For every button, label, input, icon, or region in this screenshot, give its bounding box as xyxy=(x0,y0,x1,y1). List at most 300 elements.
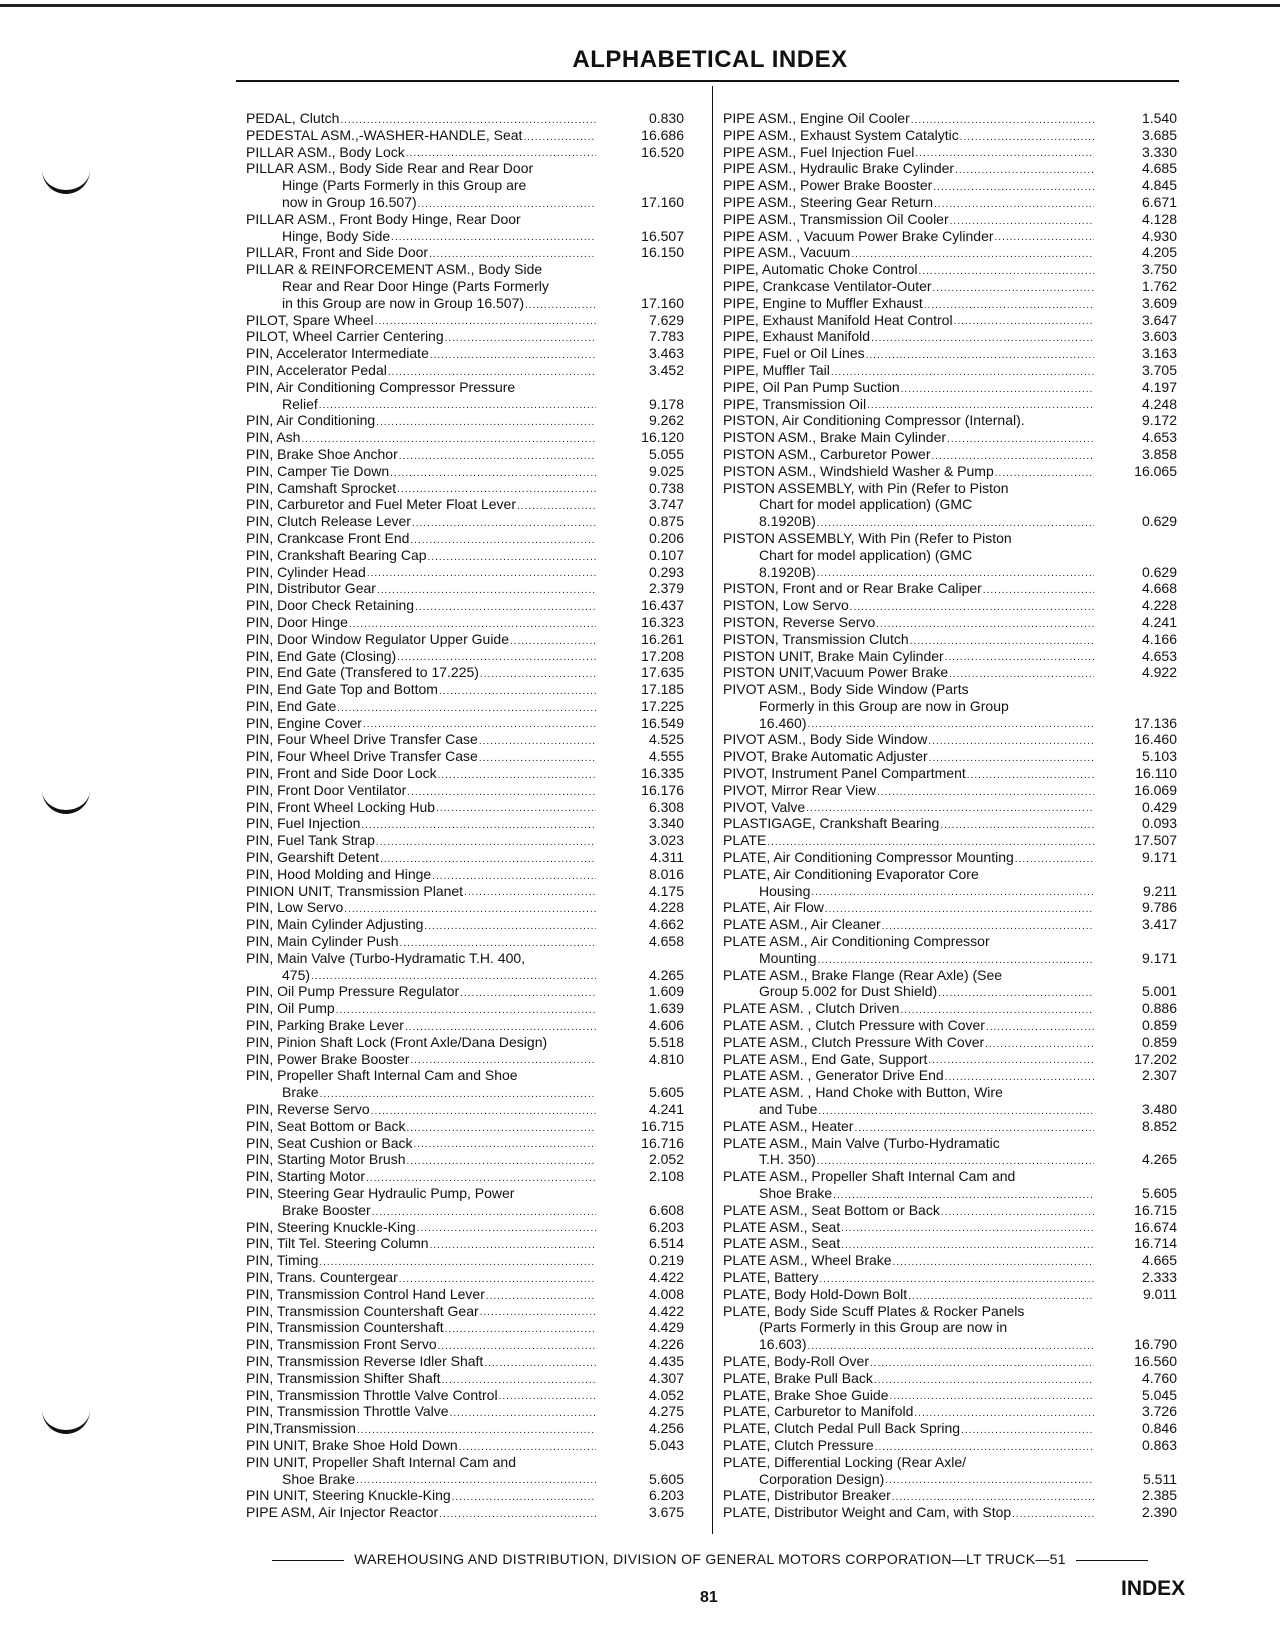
dot-leader xyxy=(452,1492,596,1504)
dot-leader xyxy=(438,1341,596,1353)
dot-leader xyxy=(875,1442,1094,1454)
entry-group-number: 4.653 xyxy=(1141,429,1177,446)
entry-description: PLATE, Body Hold-Down Bolt xyxy=(723,1285,908,1302)
entry-group-number: 0.846 xyxy=(1141,1420,1177,1437)
entry-group-number: 4.668 xyxy=(1141,580,1177,597)
index-entry xyxy=(723,597,1177,614)
dot-leader xyxy=(817,1156,1094,1168)
entry-description: PIVOT, Mirror Rear View xyxy=(723,781,876,798)
dot-leader xyxy=(445,333,596,345)
entry-description: PIN, End Gate (Transfered to 17.225) xyxy=(246,664,479,681)
entry-group-number: 5.103 xyxy=(1141,748,1177,765)
entry-description: PIVOT, Valve xyxy=(723,798,806,815)
index-entry xyxy=(723,933,1177,950)
entry-group-number: 4.435 xyxy=(648,1352,684,1369)
dot-leader xyxy=(874,1375,1094,1387)
dot-leader xyxy=(900,1005,1094,1017)
dot-leader xyxy=(940,820,1094,832)
entry-description: PIPE ASM., Transmission Oil Cooler xyxy=(723,210,949,227)
entry-description: PIN, Front Door Ventilator xyxy=(246,781,407,798)
entry-description: PLATE ASM. , Hand Choke with Button, Wire xyxy=(723,1084,1003,1101)
index-entry xyxy=(246,362,684,379)
index-entry xyxy=(723,1135,1177,1152)
footer-rule-right xyxy=(1076,1560,1148,1561)
index-entry xyxy=(723,564,1177,581)
entry-description: PLATE, Distributor Breaker xyxy=(723,1487,891,1504)
entry-group-number: 0.219 xyxy=(648,1252,684,1269)
index-entry xyxy=(723,379,1177,396)
index-entry xyxy=(723,211,1177,228)
index-entry xyxy=(246,815,684,832)
entry-description: PLATE, Clutch Pedal Pull Back Spring xyxy=(723,1420,961,1437)
entry-description: PIPE ASM., Vacuum xyxy=(723,244,851,261)
entry-group-number: 0.206 xyxy=(648,529,684,546)
index-entry xyxy=(246,412,684,429)
entry-description: PLATE ASM., Brake Flange (Rear Axle) (See xyxy=(723,966,1003,983)
binder-hole-mark xyxy=(42,788,90,814)
entry-description: PIN, Clutch Release Lever xyxy=(246,513,411,530)
dot-leader xyxy=(432,871,596,883)
entry-group-number: 16.335 xyxy=(641,765,684,782)
entry-description: PIN, Main Cylinder Push xyxy=(246,933,399,950)
dot-leader xyxy=(933,283,1094,295)
entry-description: Rear and Rear Door Hinge (Parts Formerly xyxy=(282,277,549,294)
index-entry xyxy=(246,1219,684,1236)
dot-leader xyxy=(407,1156,596,1168)
index-entry xyxy=(246,950,684,967)
entry-group-number: 5.511 xyxy=(1143,1470,1177,1487)
dot-leader xyxy=(910,636,1094,648)
index-entry xyxy=(723,832,1177,849)
entry-group-number: 4.256 xyxy=(648,1420,684,1437)
dot-leader xyxy=(525,300,596,312)
entry-description: PIPE, Fuel or Oil Lines xyxy=(723,345,865,362)
entry-description: PISTON UNIT,Vacuum Power Brake xyxy=(723,664,949,681)
dot-leader xyxy=(890,1391,1095,1403)
entry-description: PIN, Engine Cover xyxy=(246,714,362,731)
entry-description: PIN, Transmission Shifter Shaft xyxy=(246,1369,441,1386)
dot-leader xyxy=(985,1039,1094,1051)
dot-leader xyxy=(407,787,596,799)
dot-leader xyxy=(950,216,1094,228)
entry-group-number: 0.629 xyxy=(1141,513,1177,530)
entry-description: Hinge (Parts Formerly in this Group are xyxy=(282,177,527,194)
dot-leader xyxy=(445,1324,596,1336)
entry-description: PILOT, Spare Wheel xyxy=(246,311,374,328)
page-number: 81 xyxy=(700,1589,718,1606)
entry-group-number: 0.429 xyxy=(1141,798,1177,815)
index-entry xyxy=(723,547,1177,564)
index-entry xyxy=(246,295,684,312)
entry-description: PIPE, Muffler Tail xyxy=(723,361,830,378)
index-entry xyxy=(723,1403,1177,1420)
entry-group-number: 4.665 xyxy=(1141,1252,1177,1269)
dot-leader xyxy=(438,770,596,782)
entry-group-number: 1.639 xyxy=(648,1000,684,1017)
entry-group-number: 4.311 xyxy=(650,849,684,866)
entry-description: PLATE ASM., Propeller Shaft Internal Cam and xyxy=(723,1168,1016,1185)
entry-description: PLATE ASM., Seat Bottom or Back xyxy=(723,1201,940,1218)
index-entry xyxy=(246,1403,684,1420)
dot-leader xyxy=(995,468,1094,480)
index-entry xyxy=(723,127,1177,144)
index-entry xyxy=(246,1151,684,1168)
entry-group-number: 4.241 xyxy=(648,1101,684,1118)
entry-description: PIN, Accelerator Pedal xyxy=(246,361,387,378)
dot-leader xyxy=(850,602,1094,614)
entry-group-number: 4.052 xyxy=(648,1386,684,1403)
entry-group-number: 17.635 xyxy=(641,664,684,681)
entry-description: PISTON ASSEMBLY, with Pin (Refer to Piston xyxy=(723,479,1009,496)
index-column-left xyxy=(246,110,684,1521)
entry-group-number: 1.762 xyxy=(1141,277,1177,294)
index-entry xyxy=(723,765,1177,782)
entry-description: PLATE ASM. , Clutch Pressure with Cover xyxy=(723,1017,985,1034)
index-entry xyxy=(723,1168,1177,1185)
dot-leader xyxy=(915,148,1094,160)
index-entry xyxy=(246,799,684,816)
dot-leader xyxy=(479,736,596,748)
index-entry xyxy=(723,916,1177,933)
binder-hole-mark xyxy=(42,168,90,194)
entry-description: PIVOT ASM., Body Side Window (Parts xyxy=(723,681,969,698)
entry-group-number: 2.108 xyxy=(648,1168,684,1185)
index-entry xyxy=(246,312,684,329)
index-entry xyxy=(246,160,684,177)
entry-group-number: 0.093 xyxy=(1141,815,1177,832)
index-entry xyxy=(246,261,684,278)
dot-leader xyxy=(911,115,1094,127)
entry-description: PIPE, Exhaust Manifold Heat Control xyxy=(723,311,953,328)
index-entry xyxy=(246,967,684,984)
title-underline xyxy=(236,80,1179,82)
dot-leader xyxy=(767,837,1094,849)
entry-group-number: 4.307 xyxy=(648,1369,684,1386)
entry-group-number: 16.150 xyxy=(641,244,684,261)
entry-group-number: 6.308 xyxy=(648,798,684,815)
entry-description: PIN, Seat Cushion or Back xyxy=(246,1134,413,1151)
index-entry xyxy=(723,748,1177,765)
entry-group-number: 3.463 xyxy=(648,345,684,362)
entry-description: PIN, Four Wheel Drive Transfer Case xyxy=(246,748,478,765)
index-entry xyxy=(723,496,1177,513)
entry-group-number: 3.452 xyxy=(648,361,684,378)
entry-group-number: 4.760 xyxy=(1141,1369,1177,1386)
dot-leader xyxy=(499,1391,596,1403)
entry-description: PIN, Fuel Injection xyxy=(246,815,361,832)
index-entry xyxy=(246,429,684,446)
entry-group-number: 2.385 xyxy=(1141,1487,1177,1504)
index-entry xyxy=(723,664,1177,681)
index-entry xyxy=(246,1118,684,1135)
entry-group-number: 5.518 xyxy=(648,1033,684,1050)
entry-group-number: 4.429 xyxy=(648,1319,684,1336)
index-entry xyxy=(246,1370,684,1387)
entry-group-number: 17.507 xyxy=(1134,832,1177,849)
entry-group-number: 17.225 xyxy=(641,697,684,714)
index-entry xyxy=(246,631,684,648)
entry-description: PISTON ASSEMBLY, With Pin (Refer to Piston xyxy=(723,529,1012,546)
dot-leader xyxy=(407,1123,596,1135)
dot-leader xyxy=(399,451,596,463)
entry-description: PIN, Transmission Reverse Idler Shaft xyxy=(246,1352,484,1369)
entry-description: PIVOT, Instrument Panel Compartment xyxy=(723,765,966,782)
index-entry xyxy=(246,1387,684,1404)
dot-leader xyxy=(510,636,596,648)
entry-group-number: 6.671 xyxy=(1141,193,1177,210)
entry-description: PLASTIGAGE, Crankshaft Bearing xyxy=(723,815,940,832)
index-entry xyxy=(723,144,1177,161)
entry-description: PLATE, Air Conditioning Compressor Mounting xyxy=(723,849,1014,866)
dot-leader xyxy=(928,1055,1094,1067)
index-entry xyxy=(246,547,684,564)
entry-description: 16.603) xyxy=(759,1336,807,1353)
dot-leader xyxy=(349,619,596,631)
index-entry xyxy=(246,127,684,144)
entry-group-number: 3.685 xyxy=(1141,126,1177,143)
dot-leader xyxy=(484,1358,596,1370)
index-entry xyxy=(246,1202,684,1219)
entry-group-number: 9.786 xyxy=(1141,899,1177,916)
dot-leader xyxy=(924,300,1094,312)
dot-leader xyxy=(320,1089,596,1101)
entry-group-number: 8.852 xyxy=(1141,1117,1177,1134)
dot-leader xyxy=(486,1291,596,1303)
entry-description: PISTON, Front and or Rear Brake Caliper xyxy=(723,580,982,597)
entry-description: PIPE ASM. , Vacuum Power Brake Cylinder xyxy=(723,227,994,244)
index-entry xyxy=(246,681,684,698)
index-entry xyxy=(246,1319,684,1336)
entry-group-number: 5.055 xyxy=(648,445,684,462)
entry-description: PISTON, Transmission Clutch xyxy=(723,630,909,647)
entry-group-number: 4.265 xyxy=(648,966,684,983)
entry-description: PIN, Camper Tie Down xyxy=(246,462,390,479)
entry-description: PILLAR ASM., Front Body Hinge, Rear Door xyxy=(246,210,521,227)
entry-description: PIN, Timing xyxy=(246,1252,319,1269)
index-entry xyxy=(246,698,684,715)
index-entry xyxy=(723,160,1177,177)
entry-description: (Parts Formerly in this Group are now in xyxy=(759,1319,1008,1336)
entry-group-number: 4.606 xyxy=(648,1017,684,1034)
entry-description: Chart for model application) (GMC xyxy=(759,546,973,563)
entry-description: PLATE ASM., Seat xyxy=(723,1235,841,1252)
entry-group-number: 16.120 xyxy=(641,429,684,446)
entry-description: PIN, Pinion Shaft Lock (Front Axle/Dana Design) xyxy=(246,1033,548,1050)
entry-description: PLATE, Brake Pull Back xyxy=(723,1369,873,1386)
index-entry xyxy=(723,1017,1177,1034)
index-entry xyxy=(723,1336,1177,1353)
index-entry xyxy=(246,1000,684,1017)
entry-description: PIN, Main Cylinder Adjusting xyxy=(246,916,424,933)
entry-group-number: 16.460 xyxy=(1134,731,1177,748)
entry-description: PIN, Oil Pump Pressure Regulator xyxy=(246,983,460,1000)
index-entry xyxy=(723,1471,1177,1488)
entry-group-number: 4.422 xyxy=(648,1302,684,1319)
entry-group-number: 5.605 xyxy=(648,1084,684,1101)
dot-leader xyxy=(933,182,1094,194)
entry-description: PIN, Seat Bottom or Back xyxy=(246,1117,406,1134)
dot-leader xyxy=(399,1274,596,1286)
index-entry xyxy=(723,698,1177,715)
entry-group-number: 0.830 xyxy=(648,110,684,126)
index-entry xyxy=(723,194,1177,211)
entry-description: in this Group are now in Group 16.507) xyxy=(282,294,525,311)
index-entry xyxy=(246,1168,684,1185)
index-entry xyxy=(246,396,684,413)
dot-leader xyxy=(430,350,596,362)
dot-leader xyxy=(424,921,596,933)
index-entry xyxy=(246,379,684,396)
index-entry xyxy=(246,832,684,849)
entry-description: 8.1920B) xyxy=(759,563,816,580)
dot-leader xyxy=(428,552,596,564)
dot-leader xyxy=(311,971,596,983)
entry-description: and Tube xyxy=(759,1101,818,1118)
dot-leader xyxy=(1015,854,1094,866)
entry-description: PIN, End Gate Top and Bottom xyxy=(246,681,438,698)
entry-group-number: 6.203 xyxy=(648,1218,684,1235)
index-entry xyxy=(723,1319,1177,1336)
dot-leader xyxy=(831,367,1094,379)
entry-description: PISTON, Air Conditioning Compressor (Internal). xyxy=(723,412,1025,429)
dot-leader xyxy=(960,132,1094,144)
index-entry xyxy=(246,614,684,631)
entry-group-number: 3.023 xyxy=(648,832,684,849)
dot-leader xyxy=(376,837,596,849)
entry-group-number: 0.875 xyxy=(648,513,684,530)
index-entry xyxy=(246,1454,684,1471)
index-entry xyxy=(246,1471,684,1488)
entry-description: PIN, Hood Molding and Hinge xyxy=(246,865,432,882)
dot-leader xyxy=(337,703,596,715)
dot-leader xyxy=(377,585,596,597)
entry-description: PIPE ASM., Fuel Injection Fuel xyxy=(723,143,915,160)
dot-leader xyxy=(928,736,1094,748)
entry-group-number: 3.750 xyxy=(1141,261,1177,278)
entry-description: PIN, Front and Side Door Lock xyxy=(246,765,437,782)
entry-group-number: 16.715 xyxy=(1134,1201,1177,1218)
index-entry xyxy=(723,1118,1177,1135)
entry-description: Group 5.002 for Dust Shield) xyxy=(759,983,938,1000)
entry-description: PIN, Door Check Retaining xyxy=(246,597,415,614)
entry-description: PISTON, Low Servo xyxy=(723,597,849,614)
entry-description: PIN, Propeller Shaft Internal Cam and Shoe xyxy=(246,1067,518,1084)
entry-group-number: 3.726 xyxy=(1141,1403,1177,1420)
dot-leader xyxy=(400,938,596,950)
entry-group-number: 0.107 xyxy=(648,546,684,563)
index-entry xyxy=(723,345,1177,362)
dot-leader xyxy=(866,350,1094,362)
entry-group-number: 9.011 xyxy=(1143,1285,1177,1302)
entry-description: PEDAL, Clutch xyxy=(246,110,340,126)
dot-leader xyxy=(418,199,596,211)
dot-leader xyxy=(410,1055,596,1067)
entry-description: PIN, Camshaft Sprocket xyxy=(246,479,397,496)
index-entry xyxy=(246,1252,684,1269)
index-entry xyxy=(723,110,1177,127)
dot-leader xyxy=(439,686,596,698)
entry-group-number: 16.110 xyxy=(1135,765,1177,782)
dot-leader xyxy=(366,1173,596,1185)
entry-group-number: 9.262 xyxy=(648,412,684,429)
entry-group-number: 2.333 xyxy=(1141,1268,1177,1285)
index-entry xyxy=(246,345,684,362)
entry-group-number: 16.065 xyxy=(1134,462,1177,479)
index-entry xyxy=(246,1336,684,1353)
entry-group-number: 16.674 xyxy=(1134,1218,1177,1235)
index-entry xyxy=(723,1084,1177,1101)
dot-leader xyxy=(818,1106,1094,1118)
index-entry xyxy=(723,1235,1177,1252)
entry-group-number: 4.653 xyxy=(1141,647,1177,664)
entry-description: PISTON ASM., Carburetor Power xyxy=(723,445,931,462)
index-entry xyxy=(723,899,1177,916)
dot-leader xyxy=(871,333,1094,345)
dot-leader xyxy=(388,367,596,379)
entry-description: PIN, Starting Motor xyxy=(246,1168,366,1185)
dot-leader xyxy=(417,1223,596,1235)
entry-description: PLATE ASM., Main Valve (Turbo-Hydramatic xyxy=(723,1134,1000,1151)
index-entry xyxy=(246,1067,684,1084)
entry-description: PLATE, Distributor Weight and Cam, with Stop xyxy=(723,1504,1012,1521)
entry-group-number: 16.686 xyxy=(641,126,684,143)
entry-group-number: 5.045 xyxy=(1141,1386,1177,1403)
index-entry xyxy=(723,1067,1177,1084)
dot-leader xyxy=(340,115,596,127)
entry-description: PLATE, Battery xyxy=(723,1268,819,1285)
entry-description: PIN, Transmission Front Servo xyxy=(246,1336,437,1353)
dot-leader xyxy=(390,468,596,480)
dot-leader xyxy=(893,1257,1094,1269)
dot-leader xyxy=(517,501,596,513)
index-entry xyxy=(246,597,684,614)
dot-leader xyxy=(945,652,1094,664)
dot-leader xyxy=(459,1442,596,1454)
index-entry xyxy=(246,748,684,765)
index-entry xyxy=(246,1487,684,1504)
entry-group-number: 7.783 xyxy=(648,328,684,345)
entry-description: PISTON ASM., Brake Main Cylinder xyxy=(723,429,947,446)
entry-group-number: 0.293 xyxy=(648,563,684,580)
entry-description: PIN, Low Servo xyxy=(246,899,344,916)
index-entry xyxy=(723,1487,1177,1504)
entry-group-number: 16.437 xyxy=(641,597,684,614)
entry-group-number: 9.171 xyxy=(1141,849,1177,866)
entry-description: PLATE, Body Side Scuff Plates & Rocker Panels xyxy=(723,1302,1025,1319)
entry-description: PLATE, Differential Locking (Rear Axle/ xyxy=(723,1453,967,1470)
dot-leader xyxy=(397,484,596,496)
index-entry xyxy=(723,1034,1177,1051)
entry-description: PIN, Transmission Throttle Valve Control xyxy=(246,1386,498,1403)
entry-description: PIN, Accelerator Intermediate xyxy=(246,345,429,362)
entry-group-number: 16.507 xyxy=(641,227,684,244)
entry-group-number: 2.379 xyxy=(648,580,684,597)
index-entry xyxy=(723,513,1177,530)
entry-description: PILLAR, Front and Side Door xyxy=(246,244,429,261)
index-entry xyxy=(723,967,1177,984)
binder-hole-mark xyxy=(42,1408,90,1434)
footer-rule-left xyxy=(272,1560,344,1561)
entry-description: PIN, Air Conditioning xyxy=(246,412,376,429)
index-entry xyxy=(723,1051,1177,1068)
entry-description: Relief xyxy=(282,395,318,412)
entry-description: PIPE ASM, Air Injector Reactor xyxy=(246,1504,439,1521)
entry-description: PIN, Gearshift Detent xyxy=(246,849,380,866)
index-entry xyxy=(723,1303,1177,1320)
entry-description: PILOT, Wheel Carrier Centering xyxy=(246,328,444,345)
index-entry xyxy=(723,1286,1177,1303)
index-entry xyxy=(246,194,684,211)
